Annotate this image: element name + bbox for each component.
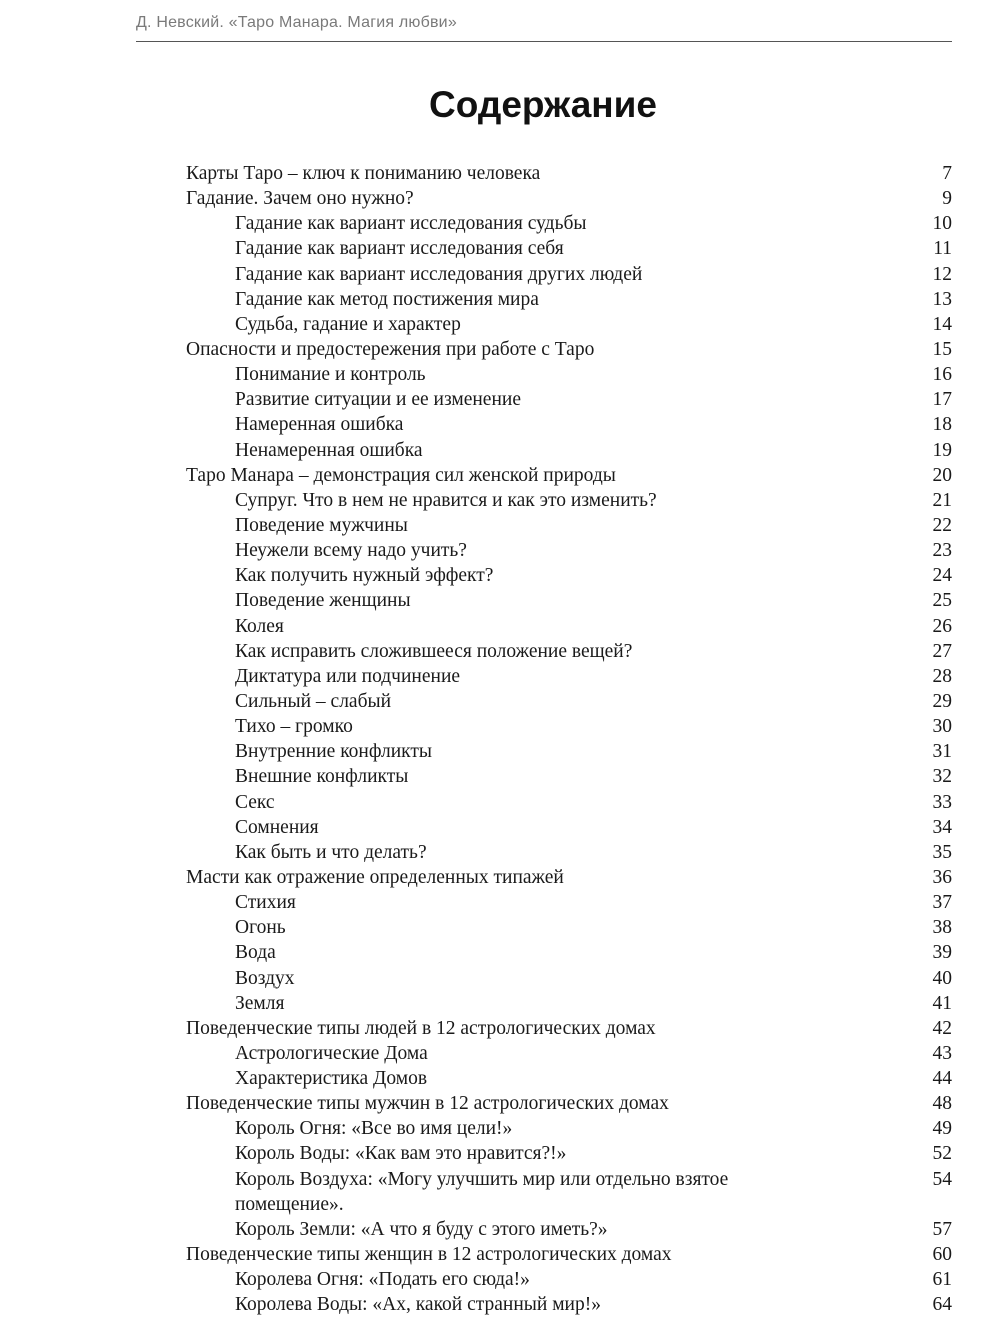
toc-chapter-entry[interactable] <box>186 1016 952 1041</box>
toc-section-entry[interactable] <box>186 1141 952 1166</box>
toc-section-entry[interactable] <box>186 262 952 287</box>
toc-section-entry[interactable] <box>186 1292 952 1317</box>
toc-chapter-entry[interactable] <box>186 865 952 890</box>
toc-page-number: 23 <box>932 540 952 562</box>
toc-page-number: 13 <box>932 288 952 310</box>
toc-entry-title: Поведение женщины <box>235 590 411 612</box>
toc-section-entry[interactable] <box>186 764 952 789</box>
toc-entry-title: Огонь <box>235 917 286 939</box>
toc-page-number: 54 <box>932 1168 952 1190</box>
toc-section-entry[interactable] <box>186 211 952 236</box>
toc-entry-title: Карты Таро – ключ к пониманию человека <box>186 163 541 184</box>
toc-page-number: 17 <box>932 389 952 411</box>
toc-entry-title: Как быть и что делать? <box>235 841 427 863</box>
toc-entry-title: Сомнения <box>235 816 319 838</box>
toc-page-number: 35 <box>932 841 952 863</box>
toc-page-number: 7 <box>942 163 952 184</box>
toc-chapter-entry[interactable] <box>186 1242 952 1267</box>
toc-section-entry[interactable] <box>186 412 952 437</box>
toc-page-number: 28 <box>932 665 952 687</box>
toc-entry-title: Развитие ситуации и ее изменение <box>235 389 521 411</box>
toc-page-number: 60 <box>932 1244 952 1266</box>
toc-section-entry[interactable] <box>186 538 952 563</box>
toc-entry-title: Ненамеренная ошибка <box>235 439 423 461</box>
toc-section-entry[interactable] <box>186 815 952 840</box>
toc-page-number: 49 <box>932 1118 952 1140</box>
toc-page-number: 18 <box>932 414 952 436</box>
toc-page-number: 36 <box>932 866 952 888</box>
toc-section-entry[interactable] <box>186 236 952 261</box>
toc-entry-title: Гадание как вариант исследования себя <box>235 238 564 260</box>
toc-page-number: 12 <box>932 263 952 285</box>
toc-section-entry[interactable] <box>186 689 952 714</box>
toc-section-entry[interactable] <box>186 513 952 538</box>
toc-section-entry[interactable] <box>186 664 952 689</box>
toc-chapter-entry[interactable] <box>186 1091 952 1116</box>
toc-page-number: 10 <box>932 213 952 235</box>
toc-page-number: 9 <box>942 188 952 210</box>
toc-entry-title: Астрологические Дома <box>235 1042 428 1064</box>
toc-entry-title: Намеренная ошибка <box>235 414 404 436</box>
toc-section-entry[interactable] <box>186 362 952 387</box>
toc-section-entry[interactable] <box>186 563 952 588</box>
toc-entry-title: Внутренние конфликты <box>235 741 433 763</box>
toc-entry-title: Неужели всему надо учить? <box>235 540 467 562</box>
toc-entry-title: Поведенческие типы женщин в 12 астрологических домах <box>186 1244 672 1266</box>
toc-entry-title: Как исправить сложившееся положение вещей? <box>235 640 633 662</box>
toc-entry-title: Как получить нужный эффект? <box>235 565 494 587</box>
toc-entry-title: Секс <box>235 791 275 813</box>
toc-page-number: 25 <box>932 590 952 612</box>
toc-page-number: 20 <box>932 464 952 486</box>
toc-entry-title: Сильный – слабый <box>235 690 392 712</box>
toc-page-number: 33 <box>932 791 952 813</box>
toc-entry-title: Колея <box>235 615 284 637</box>
toc-section-entry[interactable] <box>186 639 952 664</box>
toc-page-number: 19 <box>932 439 952 461</box>
toc-page-number: 30 <box>932 716 952 738</box>
toc-entry-title: Тихо – громко <box>235 716 353 738</box>
toc-page-number: 15 <box>932 338 952 360</box>
toc-section-entry[interactable] <box>186 714 952 739</box>
toc-entry-title: Король Воды: «Как вам это нравится?!» <box>235 1143 567 1165</box>
toc-page-number: 41 <box>932 992 952 1014</box>
toc-entry-title: Супруг. Что в нем не нравится и как это изменить? <box>235 489 657 511</box>
toc-page-number: 26 <box>932 615 952 637</box>
toc-entry-title: Гадание. Зачем оно нужно? <box>186 188 414 210</box>
toc-section-entry[interactable] <box>186 287 952 312</box>
toc-entry-title: Король Земли: «А что я буду с этого иметь?» <box>235 1218 608 1240</box>
toc-section-entry[interactable] <box>186 312 952 337</box>
toc-entry-title: Гадание как метод постижения мира <box>235 288 539 310</box>
toc-entry-title: Поведенческие типы людей в 12 астрологических домах <box>186 1017 656 1039</box>
toc-entry-title: Внешние конфликты <box>235 766 409 788</box>
toc-page-number: 11 <box>933 238 952 260</box>
toc-entry-title: Таро Манара – демонстрация сил женской природы <box>186 464 616 486</box>
toc-entry-title: Земля <box>235 992 285 1014</box>
toc-section-entry[interactable] <box>186 438 952 463</box>
toc-page-number: 40 <box>932 967 952 989</box>
toc-section-entry[interactable] <box>186 966 952 991</box>
toc-entry-title: Королева Воды: «Ах, какой странный мир!» <box>235 1294 601 1316</box>
toc-page-number: 21 <box>932 489 952 511</box>
toc-section-entry[interactable] <box>186 1041 952 1066</box>
toc-section-entry[interactable] <box>186 890 952 915</box>
toc-section-entry[interactable] <box>186 614 952 639</box>
toc-page-number: 22 <box>932 514 952 536</box>
toc-page-number: 38 <box>932 917 952 939</box>
toc-chapter-entry[interactable] <box>186 186 952 211</box>
toc-section-entry[interactable] <box>186 1267 952 1292</box>
header-divider <box>136 41 952 42</box>
toc-chapter-entry[interactable] <box>186 463 952 488</box>
toc-entry-title: Гадание как вариант исследования других людей <box>235 263 643 285</box>
toc-section-entry[interactable] <box>186 1066 952 1091</box>
toc-section-entry[interactable] <box>186 940 952 965</box>
toc-page-number: 34 <box>932 816 952 838</box>
running-header: Д. Невский. «Таро Манара. Магия любви» <box>136 14 457 31</box>
toc-page-number: 37 <box>932 892 952 914</box>
toc-section-entry[interactable] <box>186 1116 952 1141</box>
toc-entry-title: Стихия <box>235 892 296 914</box>
toc-chapter-entry[interactable] <box>186 161 952 186</box>
toc-page-number: 32 <box>932 766 952 788</box>
toc-page-number: 48 <box>932 1093 952 1115</box>
toc-entry-title: Характеристика Домов <box>235 1068 428 1090</box>
toc-entry-title: Гадание как вариант исследования судьбы <box>235 213 587 235</box>
toc-page-number: 64 <box>932 1294 952 1316</box>
toc-entry-title: Понимание и контроль <box>235 364 426 386</box>
toc-section-entry[interactable] <box>186 387 952 412</box>
toc-entry-title: Королева Огня: «Подать его сюда!» <box>235 1269 530 1291</box>
toc-section-entry[interactable] <box>186 1217 952 1242</box>
toc-entry-title: Поведение мужчины <box>235 514 408 536</box>
toc-section-entry[interactable] <box>186 790 952 815</box>
toc-page-number: 57 <box>932 1218 952 1240</box>
toc-section-entry[interactable] <box>186 739 952 764</box>
toc-page-number: 27 <box>932 640 952 662</box>
toc-page-number: 14 <box>932 313 952 335</box>
toc-page-number: 31 <box>932 741 952 763</box>
toc-section-entry[interactable] <box>186 588 952 613</box>
toc-entry-title: Диктатура или подчинение <box>235 665 461 687</box>
toc-page-number: 16 <box>932 364 952 386</box>
page-title: Содержание <box>429 84 657 125</box>
toc-page-number: 44 <box>932 1068 952 1090</box>
toc-entry-title: Король Воздуха: «Могу улучшить мир или отдельно взятое помещение». <box>235 1168 729 1215</box>
toc-entry-title: Король Огня: «Все во имя цели!» <box>235 1118 513 1140</box>
toc-page-number: 52 <box>932 1143 952 1165</box>
toc-section-entry[interactable] <box>186 1167 952 1217</box>
toc-page-number: 42 <box>932 1017 952 1039</box>
toc-section-entry[interactable] <box>186 991 952 1016</box>
toc-entry-title: Вода <box>235 942 276 964</box>
toc-section-entry[interactable] <box>186 488 952 513</box>
toc-entry-title: Масти как отражение определенных типажей <box>186 866 564 888</box>
toc-section-entry[interactable] <box>186 915 952 940</box>
toc-page-number: 39 <box>932 942 952 964</box>
toc-page-number: 24 <box>932 565 952 587</box>
toc-section-entry[interactable] <box>186 840 952 865</box>
toc-page-number: 43 <box>932 1042 952 1064</box>
toc-entry-title: Воздух <box>235 967 295 989</box>
toc-page-number: 29 <box>932 690 952 712</box>
table-of-contents <box>186 161 952 1317</box>
toc-chapter-entry[interactable] <box>186 337 952 362</box>
toc-entry-title: Поведенческие типы мужчин в 12 астрологических домах <box>186 1093 669 1115</box>
toc-entry-title: Опасности и предостережения при работе с Таро <box>186 338 595 360</box>
toc-page-number: 61 <box>932 1269 952 1291</box>
toc-entry-title: Судьба, гадание и характер <box>235 313 461 335</box>
